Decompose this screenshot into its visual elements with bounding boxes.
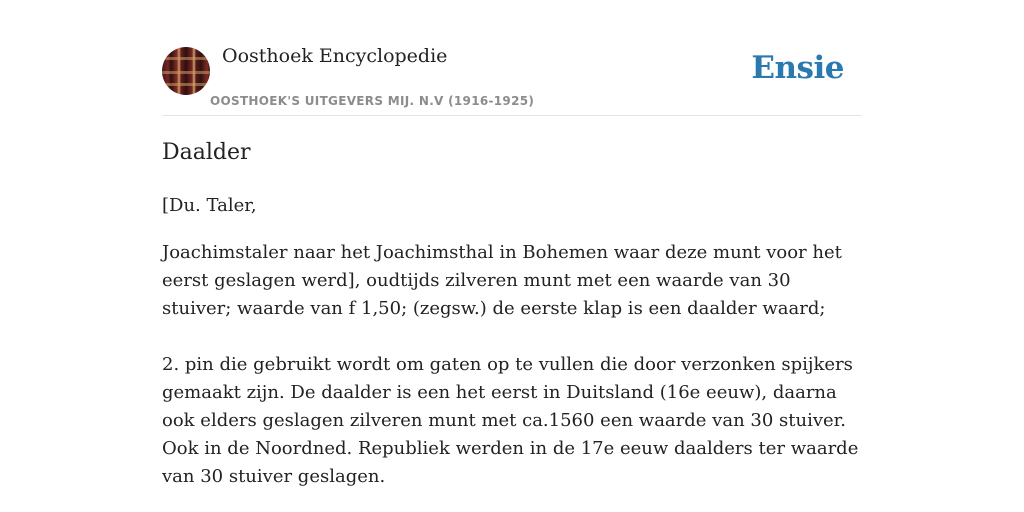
article-paragraph: Joachimstaler naar het Joachimsthal in Bohemen waar deze munt voor het eerst geslagen werd], oudtijds zilveren munt met een waarde van 30 stuiver; waarde van f 1,50; (zegsw.) de eerste klap is een daalder waard;: [162, 242, 842, 319]
avatar-band: [162, 83, 210, 86]
article-title: Daalder: [162, 140, 251, 165]
publisher-subtitle: OOSTHOEK'S UITGEVERS MIJ. N.V (1916-1925): [210, 94, 535, 108]
ensie-logo[interactable]: Ensie: [751, 50, 844, 86]
site-title[interactable]: Oosthoek Encyclopedie: [222, 45, 448, 67]
avatar-band: [162, 57, 210, 60]
encyclopedia-avatar[interactable]: [162, 47, 210, 95]
header: [162, 0, 862, 116]
avatar-band: [162, 71, 210, 74]
content-container: [162, 0, 862, 487]
article-paragraph: 2. pin die gebruikt wordt om gaten op te vullen die door verzonken spijkers gemaakt zijn. De daalder is een het eerst in Duitsland (16e eeuw), daarna ook elders geslagen zilveren munt met ca.1560 een waarde van 30 stuiver. Ook in de Noordned. Republiek werden in de 17e eeuw daalders ter waarde van 30 stuiver geslagen.: [162, 354, 859, 487]
article-paragraph: [Du. Taler,: [162, 195, 257, 216]
